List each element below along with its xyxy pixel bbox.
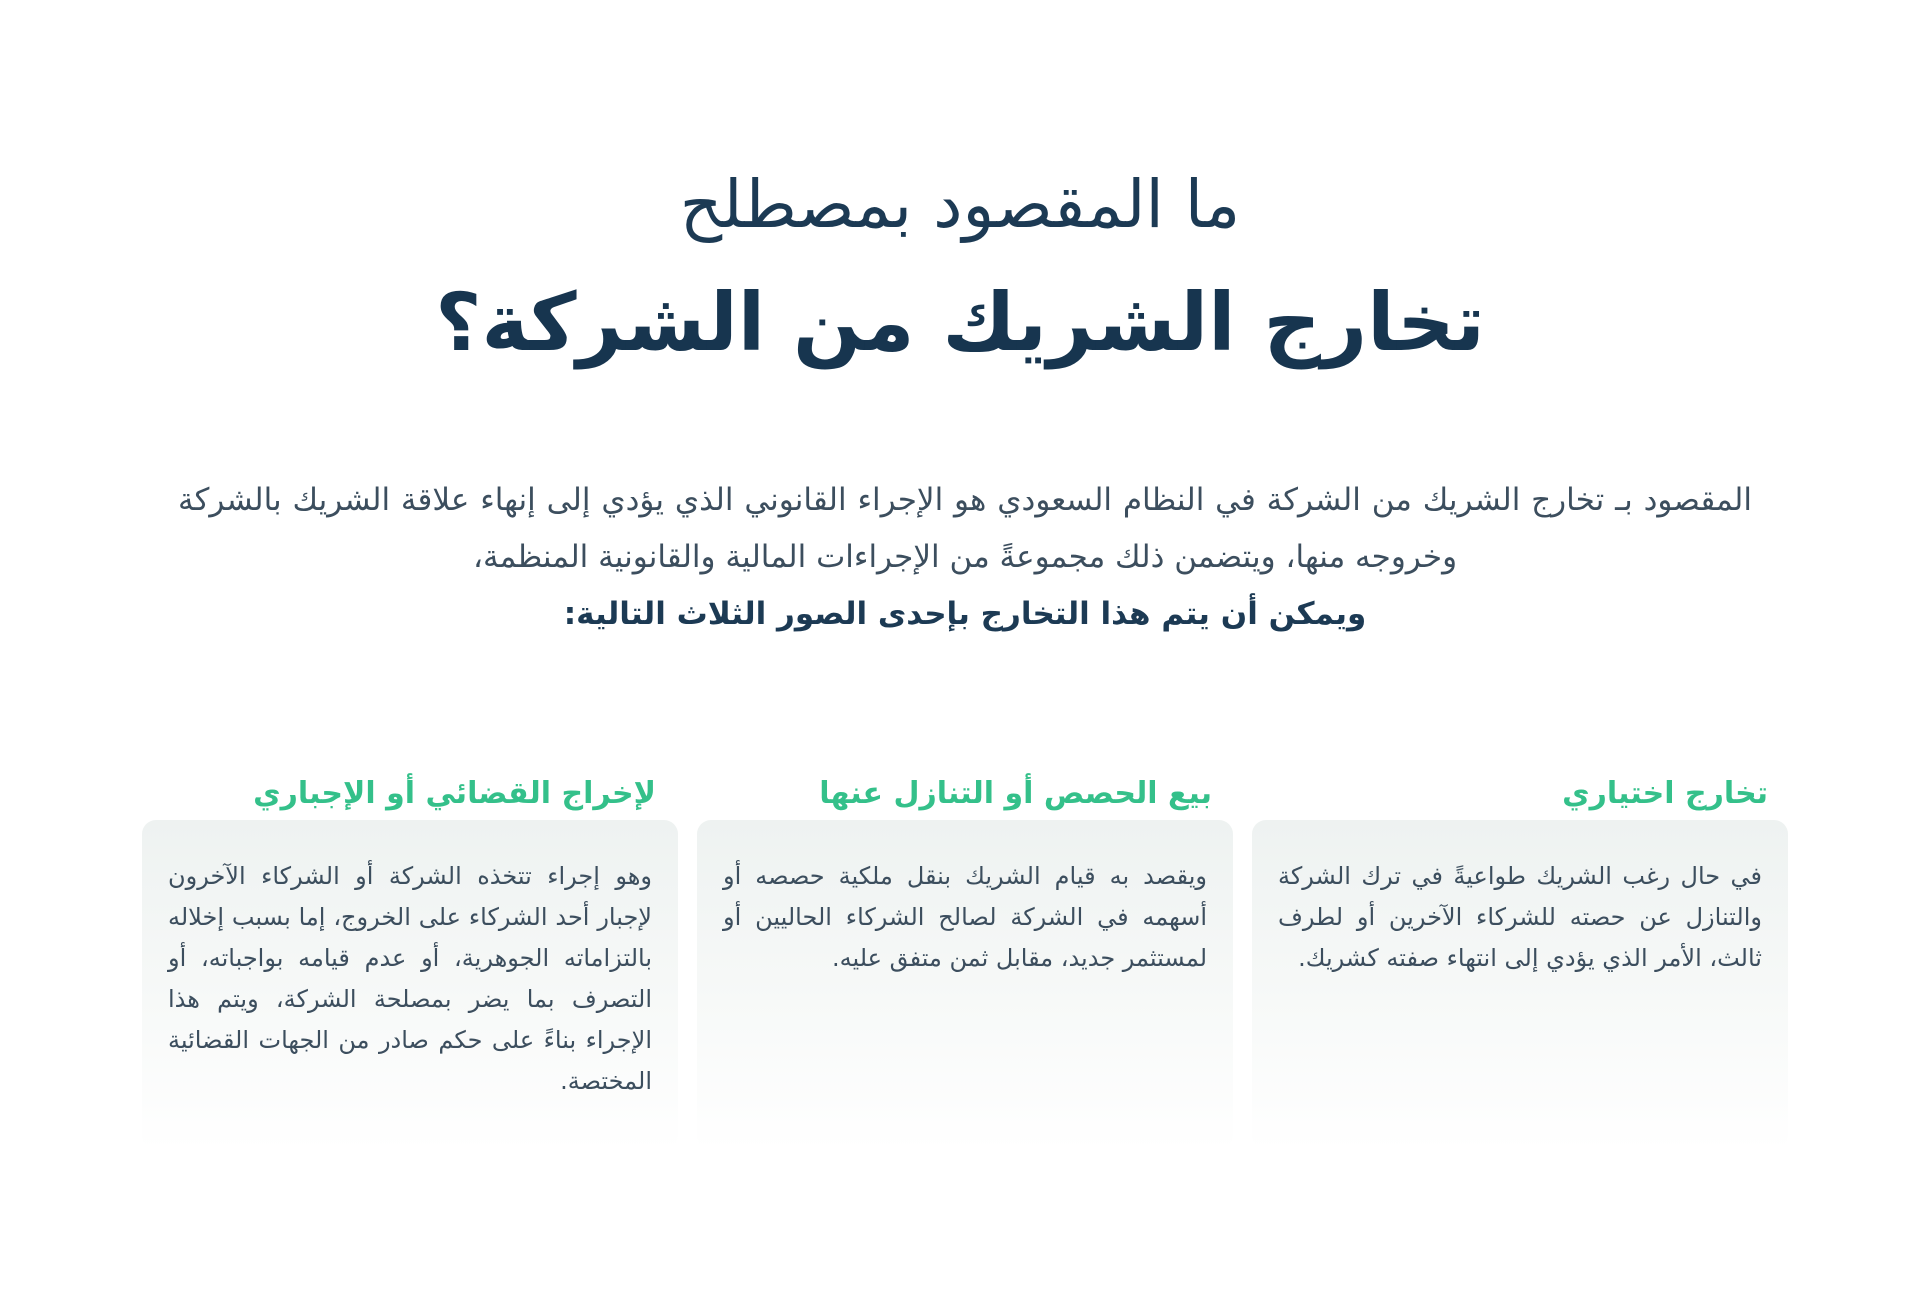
card-voluntary-exit [1252, 820, 1788, 1150]
card-sale-of-shares [697, 820, 1233, 1150]
intro-text: المقصود بـ تخارج الشريك من الشركة في النظام السعودي هو الإجراء القانوني الذي يؤدي إلى إنهاء علاقة الشريك بالشركة وخروجه منها، ويتضمن ذلك مجموعةً من الإجراءات المالية والقانونية المنظمة، [178, 482, 1752, 575]
card-title-judicial-exit: لإخراج القضائي أو الإجباري [253, 776, 656, 811]
card-title-sale-of-shares: بيع الحصص أو التنازل عنها [819, 776, 1212, 811]
card-text-judicial-exit: وهو إجراء تتخذه الشركة أو الشركاء الآخرون لإجبار أحد الشركاء على الخروج، إما بسبب إخلاله بالتزاماته الجوهرية، أو عدم قيامه بواجباته، أو التصرف بما يضر بمصلحة الشركة، ويتم هذا الإجراء بناءً على حكم صادر من الجهات القضائية المختصة. [168, 862, 652, 1095]
card-judicial-exit [142, 820, 678, 1150]
card-text-sale-of-shares: ويقصد به قيام الشريك بنقل ملكية حصصه أو أسهمه في الشركة لصالح الشركاء الحاليين أو لمستثمر جديد، مقابل ثمن متفق عليه. [723, 862, 1207, 972]
card-title-voluntary-exit: تخارج اختياري [1562, 776, 1768, 811]
page-title-line-2: تخارج الشريك من الشركة؟ [435, 276, 1485, 369]
intro-paragraph [178, 472, 1752, 643]
card-text-voluntary-exit: في حال رغب الشريك طواعيةً في ترك الشركة والتنازل عن حصته للشركاء الآخرين أو لطرف ثالث، الأمر الذي يؤدي إلى انتهاء صفته كشريك. [1278, 862, 1762, 972]
page-title-line-1: ما المقصود بمصطلح [679, 166, 1241, 243]
intro-emphasis: ويمكن أن يتم هذا التخارج بإحدى الصور الثلاث التالية: [563, 596, 1367, 632]
